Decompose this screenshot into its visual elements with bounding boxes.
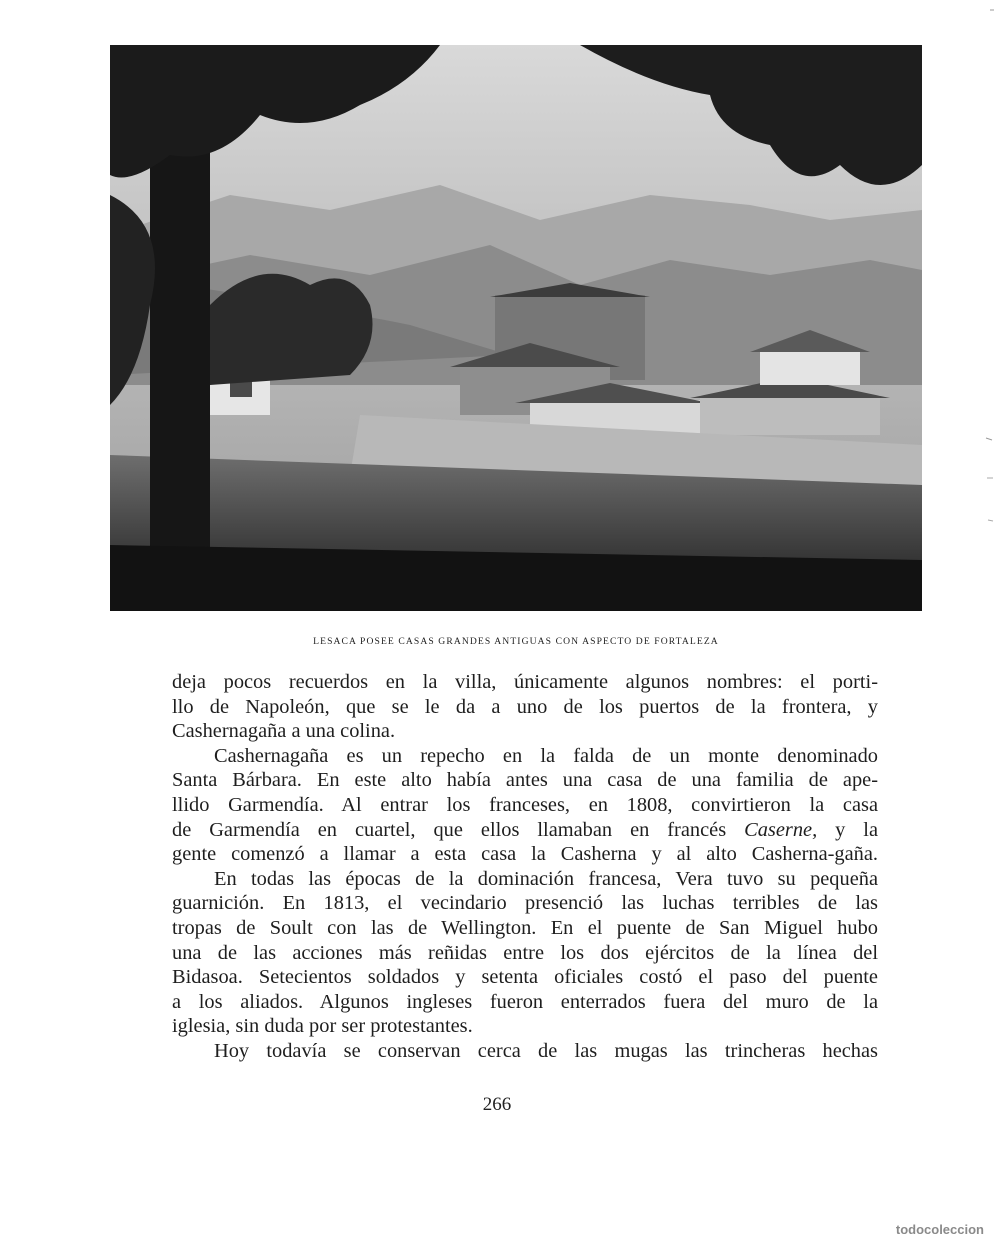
text-line: a los aliados. Algunos ingleses fueron enterrados fuera del muro de la (172, 990, 878, 1013)
photo-illustration (110, 45, 922, 611)
text-line: llo de Napoleón, que se le da a uno de los puertos de la frontera, y (172, 695, 878, 718)
text-line: Cashernagaña a una colina. (172, 720, 396, 743)
text-line: iglesia, sin duda por ser protestantes. (172, 1015, 473, 1038)
text-line: Bidasoa. Setecientos soldados y setenta oficiales costó el paso del puente (172, 966, 878, 989)
text-line: Santa Bárbara. En este alto había antes una casa de una familia de ape- (172, 769, 878, 792)
text-line: llido Garmendía. Al entrar los franceses, en 1808, convirtieron la casa (172, 793, 878, 816)
text-line-with-italic (172, 818, 878, 843)
text-line: una de las acciones más reñidas entre los dos ejércitos de la línea del (172, 941, 878, 964)
scan-edge-marks (982, 0, 994, 1248)
photo-caption: LESACA POSEE CASAS GRANDES ANTIGUAS CON ASPECTO DE FORTALEZA (313, 636, 719, 647)
text-line: deja pocos recuerdos en la villa, únicamente algunos nombres: el porti- (172, 671, 878, 693)
photograph-lesaca (110, 45, 922, 611)
page-number: 266 (482, 1094, 512, 1115)
text-line: guarnición. En 1813, el vecindario presenció las luchas terribles de las (172, 892, 878, 915)
text-segment: y la (817, 818, 878, 841)
text-line: Cashernagaña es un repecho en la falda de un monte denominado (214, 744, 878, 767)
text-line: gente comenzó a llamar a esta casa la Casherna y al alto Casherna-gaña. (172, 843, 878, 866)
body-text (172, 670, 878, 1064)
text-segment: de Garmendía en cuartel, que ellos llamaban en francés (172, 818, 745, 841)
text-line: tropas de Soult con las de Wellington. En el puente de San Miguel hubo (172, 916, 878, 939)
italic-word: Caserne, (744, 818, 818, 841)
text-line: En todas las épocas de la dominación francesa, Vera tuvo su pequeña (214, 867, 878, 890)
watermark-logo: todocoleccion (895, 1222, 984, 1237)
text-line: Hoy todavía se conservan cerca de las mugas las trincheras hechas (214, 1039, 878, 1062)
